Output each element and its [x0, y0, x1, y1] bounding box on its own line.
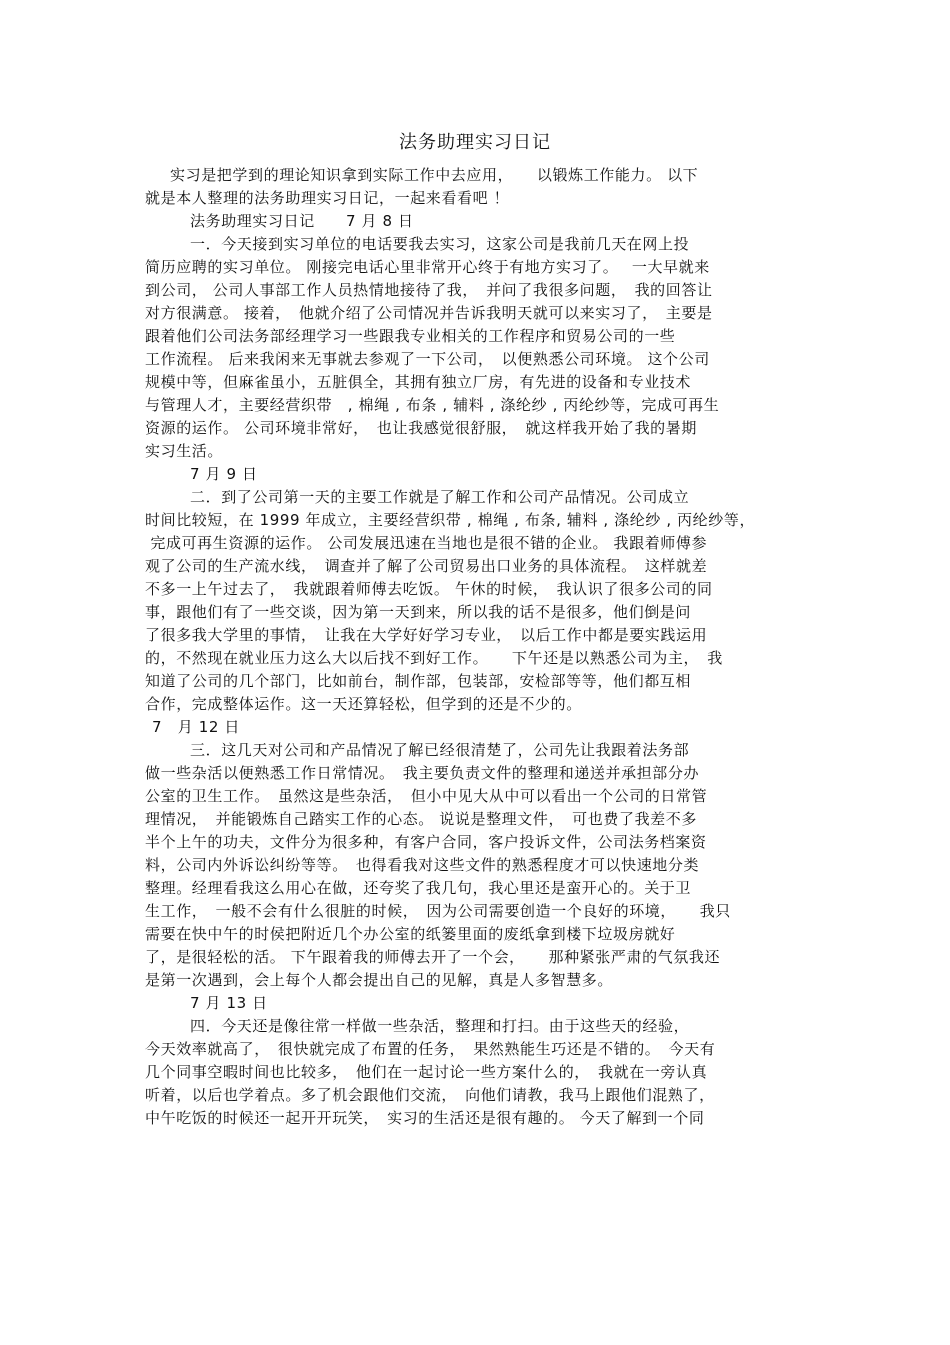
- paragraph-line: 一．今天接到实习单位的电话要我去实习，这家公司是我前几天在网上投: [190, 235, 690, 253]
- paragraph-line: 需要在快中午的时侯把附近几个办公室的纸篓里面的废纸拿到楼下垃圾房就好: [145, 925, 676, 943]
- paragraph-line: 时间比较短，在 1999 年成立，主要经营织带 , 棉绳 , 布条, 辅料 , 涤纶纱 , 丙纶纱等，: [145, 511, 756, 529]
- paragraph-line: 到公司， 公司人事部工作人员热情地接待了我， 并问了我很多问题， 我的回答让: [145, 281, 713, 299]
- paragraph-line: 今天效率就高了， 很快就完成了布置的任务， 果然熟能生巧还是不错的。 今天有: [145, 1040, 716, 1058]
- paragraph-line: 二．到了公司第一天的主要工作就是了解工作和公司产品情况。公司成立: [190, 488, 690, 506]
- paragraph-line: 理情况， 并能锻炼自己踏实工作的心态。 说说是整理文件， 可也费了我差不多: [145, 810, 697, 828]
- paragraph-line: 知道了公司的几个部门，比如前台，制作部，包装部，安检部等等，他们都互相: [145, 672, 692, 690]
- paragraph-line: 了很多我大学里的事情， 让我在大学好好学习专业， 以后工作中都是要实践运用: [145, 626, 708, 644]
- document-title: 法务助理实习日记: [399, 132, 551, 153]
- paragraph-line: 工作流程。 后来我闲来无事就去参观了一下公司， 以便熟悉公司环境。 这个公司: [145, 350, 710, 368]
- paragraph-line: 跟着他们公司法务部经理学习一些跟我专业相关的工作程序和贸易公司的一些: [145, 327, 676, 345]
- paragraph-line: 的，不然现在就业压力这么大以后找不到好工作。 下午还是以熟悉公司为主， 我: [145, 649, 723, 667]
- paragraph-line: 资源的运作。 公司环境非常好， 也让我感觉很舒服， 就这样我开始了我的暑期: [145, 419, 697, 437]
- paragraph-line: 公室的卫生工作。 虽然这是些杂活， 但小中见大从中可以看出一个公司的日常管: [145, 787, 708, 805]
- paragraph-line: 四．今天还是像往常一样做一些杂活，整理和打扫。由于这些天的经验，: [190, 1017, 690, 1035]
- paragraph-line: 几个同事空暇时间也比较多， 他们在一起讨论一些方案什么的， 我就在一旁认真: [145, 1063, 708, 1081]
- paragraph-line: 完成可再生资源的运作。 公司发展迅速在当地也是很不错的企业。 我跟着师傅参: [145, 534, 708, 552]
- paragraph-line: 整理。经理看我这么用心在做，还夸奖了我几句，我心里还是蛮开心的。关于卫: [145, 879, 692, 897]
- paragraph-line: 听着，以后也学着点。多了机会跟他们交流， 向他们请教，我马上跟他们混熟了，: [145, 1086, 715, 1104]
- paragraph-line: 料，公司内外诉讼纠纷等等。 也得看我对这些文件的熟悉程度才可以快速地分类: [145, 856, 700, 874]
- paragraph-line: 与管理人才，主要经营织带 , 棉绳 , 布条 , 辅料 , 涤纶纱 , 丙纶纱等，完成可再生: [145, 396, 720, 414]
- paragraph-line: 观了公司的生产流水线， 调查并了解了公司贸易出口业务的具体流程。 这样就差: [145, 557, 708, 575]
- paragraph-line: 中午吃饭的时候还一起开开玩笑， 实习的生活还是很有趣的。 今天了解到一个同: [145, 1109, 705, 1127]
- paragraph-line: 就是本人整理的法务助理实习日记，一起来看看吧 ！: [145, 189, 510, 207]
- paragraph-line: 生工作， 一般不会有什么很脏的时候， 因为公司需要创造一个良好的环境， 我只: [145, 902, 731, 920]
- paragraph-line: 了，是很轻松的活。 下午跟着我的师傅去开了一个会， 那种紧张严肃的气氛我还: [145, 948, 721, 966]
- paragraph-line: 规模中等，但麻雀虽小，五脏俱全，其拥有独立厂房，有先进的设备和专业技术: [145, 373, 692, 391]
- paragraph-line: 实习生活。: [145, 442, 224, 460]
- paragraph-line: 三．这几天对公司和产品情况了解已经很清楚了，公司先让我跟着法务部: [190, 741, 690, 759]
- paragraph-line: 实习是把学到的理论知识拿到实际工作中去应用， 以锻炼工作能力。 以下: [170, 166, 699, 184]
- paragraph-line: 半个上午的功夫，文件分为很多种，有客户合同，客户投诉文件，公司法务档案资: [145, 833, 707, 851]
- paragraph-line: 不多一上午过去了， 我就跟着师傅去吃饭。 午休的时候， 我认识了很多公司的同: [145, 580, 713, 598]
- paragraph-line: 是第一次遇到，会上每个人都会提出自己的见解，真是人多智慧多。: [145, 971, 614, 989]
- paragraph-line: 事，跟他们有了一些交谈，因为第一天到来，所以我的话不是很多，他们倒是问: [145, 603, 692, 621]
- paragraph-line: 简历应聘的实习单位。 刚接完电话心里非常开心终于有地方实习了。 一大早就来: [145, 258, 710, 276]
- paragraph-line: 合作，完成整体运作。这一天还算轻松，但学到的还是不少的。: [145, 695, 582, 713]
- diary-date-heading: 7 月 12 日: [152, 718, 240, 736]
- diary-date-heading: 法务助理实习日记 7 月 8 日: [190, 212, 414, 230]
- paragraph-line: 对方很满意。 接着， 他就介绍了公司情况并告诉我明天就可以来实习了， 主要是: [145, 304, 713, 322]
- diary-date-heading: 7 月 13 日: [190, 994, 268, 1012]
- diary-date-heading: 7 月 9 日: [190, 465, 258, 483]
- paragraph-line: 做一些杂活以便熟悉工作日常情况。 我主要负责文件的整理和递送并承担部分办: [145, 764, 700, 782]
